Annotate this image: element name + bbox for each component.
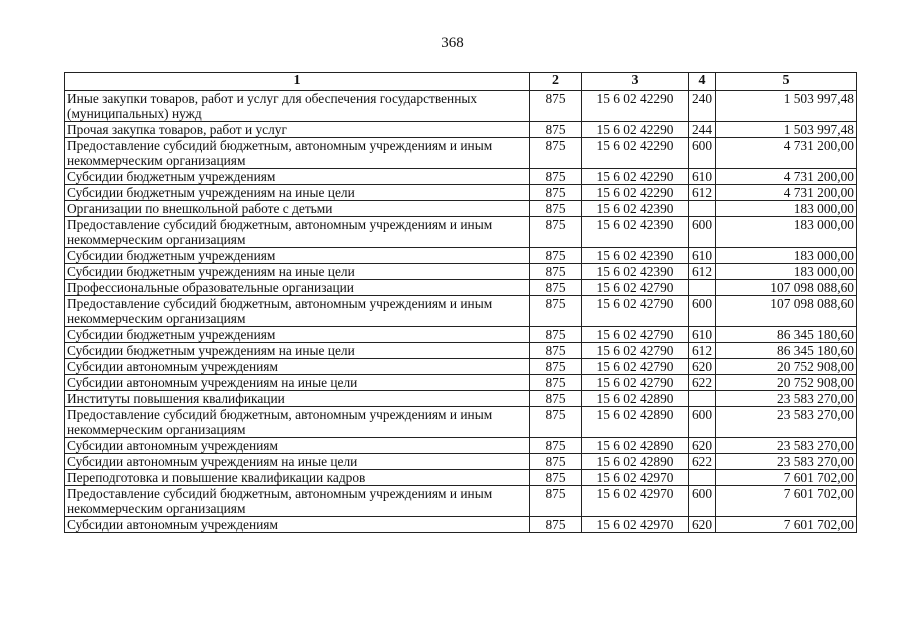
row-name: Субсидии автономным учреждениям <box>65 517 530 533</box>
row-type-code: 600 <box>689 486 716 517</box>
row-type-code <box>689 391 716 407</box>
row-amount: 7 601 702,00 <box>716 470 857 486</box>
row-name: Субсидии бюджетным учреждениям на иные цели <box>65 185 530 201</box>
row-amount: 4 731 200,00 <box>716 169 857 185</box>
row-target-code: 15 6 02 42970 <box>582 486 689 517</box>
row-amount: 86 345 180,60 <box>716 327 857 343</box>
row-name: Предоставление субсидий бюджетным, автономным учреждениям и иным некоммерческим организациям <box>65 486 530 517</box>
row-amount: 107 098 088,60 <box>716 296 857 327</box>
row-code: 875 <box>530 122 582 138</box>
table-row <box>65 201 857 217</box>
header-row <box>65 73 857 91</box>
row-name: Прочая закупка товаров, работ и услуг <box>65 122 530 138</box>
row-amount: 4 731 200,00 <box>716 185 857 201</box>
row-target-code: 15 6 02 42290 <box>582 185 689 201</box>
row-amount: 20 752 908,00 <box>716 359 857 375</box>
row-target-code: 15 6 02 42290 <box>582 122 689 138</box>
row-amount: 23 583 270,00 <box>716 407 857 438</box>
column-header: 3 <box>582 73 689 91</box>
row-code: 875 <box>530 217 582 248</box>
table-row <box>65 470 857 486</box>
table-row <box>65 296 857 327</box>
row-type-code <box>689 280 716 296</box>
table-row <box>65 248 857 264</box>
row-amount: 23 583 270,00 <box>716 438 857 454</box>
table-row <box>65 138 857 169</box>
table-row <box>65 438 857 454</box>
row-name: Предоставление субсидий бюджетным, автономным учреждениям и иным некоммерческим организациям <box>65 296 530 327</box>
row-code: 875 <box>530 185 582 201</box>
row-amount: 183 000,00 <box>716 248 857 264</box>
row-type-code: 610 <box>689 248 716 264</box>
row-name: Субсидии автономным учреждениям на иные цели <box>65 375 530 391</box>
row-target-code: 15 6 02 42390 <box>582 217 689 248</box>
row-type-code: 610 <box>689 327 716 343</box>
table-row <box>65 264 857 280</box>
row-name: Институты повышения квалификации <box>65 391 530 407</box>
row-name: Предоставление субсидий бюджетным, автономным учреждениям и иным некоммерческим организациям <box>65 138 530 169</box>
row-code: 875 <box>530 375 582 391</box>
row-name: Субсидии бюджетным учреждениям <box>65 327 530 343</box>
row-code: 875 <box>530 296 582 327</box>
row-code: 875 <box>530 138 582 169</box>
row-code: 875 <box>530 280 582 296</box>
row-type-code: 620 <box>689 359 716 375</box>
column-header: 2 <box>530 73 582 91</box>
row-name: Предоставление субсидий бюджетным, автономным учреждениям и иным некоммерческим организациям <box>65 407 530 438</box>
column-header: 4 <box>689 73 716 91</box>
row-target-code: 15 6 02 42790 <box>582 280 689 296</box>
row-name: Субсидии автономным учреждениям <box>65 359 530 375</box>
column-header: 5 <box>716 73 857 91</box>
row-type-code <box>689 470 716 486</box>
row-target-code: 15 6 02 42790 <box>582 327 689 343</box>
table-row <box>65 327 857 343</box>
row-amount: 86 345 180,60 <box>716 343 857 359</box>
row-type-code: 620 <box>689 438 716 454</box>
row-target-code: 15 6 02 42970 <box>582 517 689 533</box>
table-row <box>65 91 857 122</box>
table-row <box>65 517 857 533</box>
table-row <box>65 375 857 391</box>
row-amount: 1 503 997,48 <box>716 91 857 122</box>
row-type-code: 622 <box>689 375 716 391</box>
row-code: 875 <box>530 359 582 375</box>
row-target-code: 15 6 02 42890 <box>582 407 689 438</box>
table-row <box>65 122 857 138</box>
row-type-code: 620 <box>689 517 716 533</box>
table-row <box>65 359 857 375</box>
table-row <box>65 391 857 407</box>
row-target-code: 15 6 02 42790 <box>582 375 689 391</box>
row-amount: 20 752 908,00 <box>716 375 857 391</box>
table-row <box>65 454 857 470</box>
row-type-code: 240 <box>689 91 716 122</box>
row-code: 875 <box>530 327 582 343</box>
row-type-code: 612 <box>689 264 716 280</box>
row-target-code: 15 6 02 42290 <box>582 91 689 122</box>
row-target-code: 15 6 02 42390 <box>582 248 689 264</box>
row-target-code: 15 6 02 42790 <box>582 343 689 359</box>
page-number: 368 <box>441 35 464 51</box>
row-code: 875 <box>530 517 582 533</box>
row-name: Субсидии автономным учреждениям <box>65 438 530 454</box>
row-name: Субсидии бюджетным учреждениям <box>65 248 530 264</box>
row-amount: 183 000,00 <box>716 217 857 248</box>
row-type-code: 600 <box>689 217 716 248</box>
row-amount: 183 000,00 <box>716 201 857 217</box>
row-type-code: 612 <box>689 343 716 359</box>
row-target-code: 15 6 02 42890 <box>582 454 689 470</box>
table-row <box>65 407 857 438</box>
table-row <box>65 343 857 359</box>
row-code: 875 <box>530 248 582 264</box>
row-name: Субсидии бюджетным учреждениям <box>65 169 530 185</box>
row-code: 875 <box>530 454 582 470</box>
row-type-code: 600 <box>689 138 716 169</box>
row-type-code: 244 <box>689 122 716 138</box>
table-row <box>65 185 857 201</box>
row-amount: 1 503 997,48 <box>716 122 857 138</box>
row-amount: 107 098 088,60 <box>716 280 857 296</box>
row-name: Предоставление субсидий бюджетным, автономным учреждениям и иным некоммерческим организациям <box>65 217 530 248</box>
budget-table <box>64 72 857 533</box>
row-code: 875 <box>530 470 582 486</box>
row-target-code: 15 6 02 42790 <box>582 296 689 327</box>
row-code: 875 <box>530 201 582 217</box>
row-target-code: 15 6 02 42890 <box>582 391 689 407</box>
row-target-code: 15 6 02 42890 <box>582 438 689 454</box>
row-target-code: 15 6 02 42290 <box>582 169 689 185</box>
row-target-code: 15 6 02 42390 <box>582 201 689 217</box>
row-amount: 7 601 702,00 <box>716 517 857 533</box>
table-row <box>65 486 857 517</box>
row-amount: 7 601 702,00 <box>716 486 857 517</box>
row-target-code: 15 6 02 42290 <box>582 138 689 169</box>
row-name: Субсидии бюджетным учреждениям на иные цели <box>65 343 530 359</box>
row-name: Субсидии бюджетным учреждениям на иные цели <box>65 264 530 280</box>
row-target-code: 15 6 02 42790 <box>582 359 689 375</box>
row-type-code: 622 <box>689 454 716 470</box>
row-name: Субсидии автономным учреждениям на иные цели <box>65 454 530 470</box>
row-code: 875 <box>530 438 582 454</box>
row-code: 875 <box>530 169 582 185</box>
table-row <box>65 217 857 248</box>
row-code: 875 <box>530 91 582 122</box>
row-type-code: 610 <box>689 169 716 185</box>
table-row <box>65 280 857 296</box>
column-header: 1 <box>65 73 530 91</box>
row-code: 875 <box>530 407 582 438</box>
row-type-code <box>689 201 716 217</box>
row-name: Иные закупки товаров, работ и услуг для обеспечения государственных (муниципальных) нужд <box>65 91 530 122</box>
table-row <box>65 169 857 185</box>
row-amount: 23 583 270,00 <box>716 391 857 407</box>
row-name: Профессиональные образовательные организации <box>65 280 530 296</box>
row-code: 875 <box>530 391 582 407</box>
row-target-code: 15 6 02 42390 <box>582 264 689 280</box>
row-type-code: 612 <box>689 185 716 201</box>
row-code: 875 <box>530 264 582 280</box>
row-amount: 4 731 200,00 <box>716 138 857 169</box>
row-amount: 183 000,00 <box>716 264 857 280</box>
row-amount: 23 583 270,00 <box>716 454 857 470</box>
row-target-code: 15 6 02 42970 <box>582 470 689 486</box>
row-type-code: 600 <box>689 296 716 327</box>
row-type-code: 600 <box>689 407 716 438</box>
row-code: 875 <box>530 343 582 359</box>
row-name: Организации по внешкольной работе с детьми <box>65 201 530 217</box>
row-name: Переподготовка и повышение квалификации кадров <box>65 470 530 486</box>
row-code: 875 <box>530 486 582 517</box>
